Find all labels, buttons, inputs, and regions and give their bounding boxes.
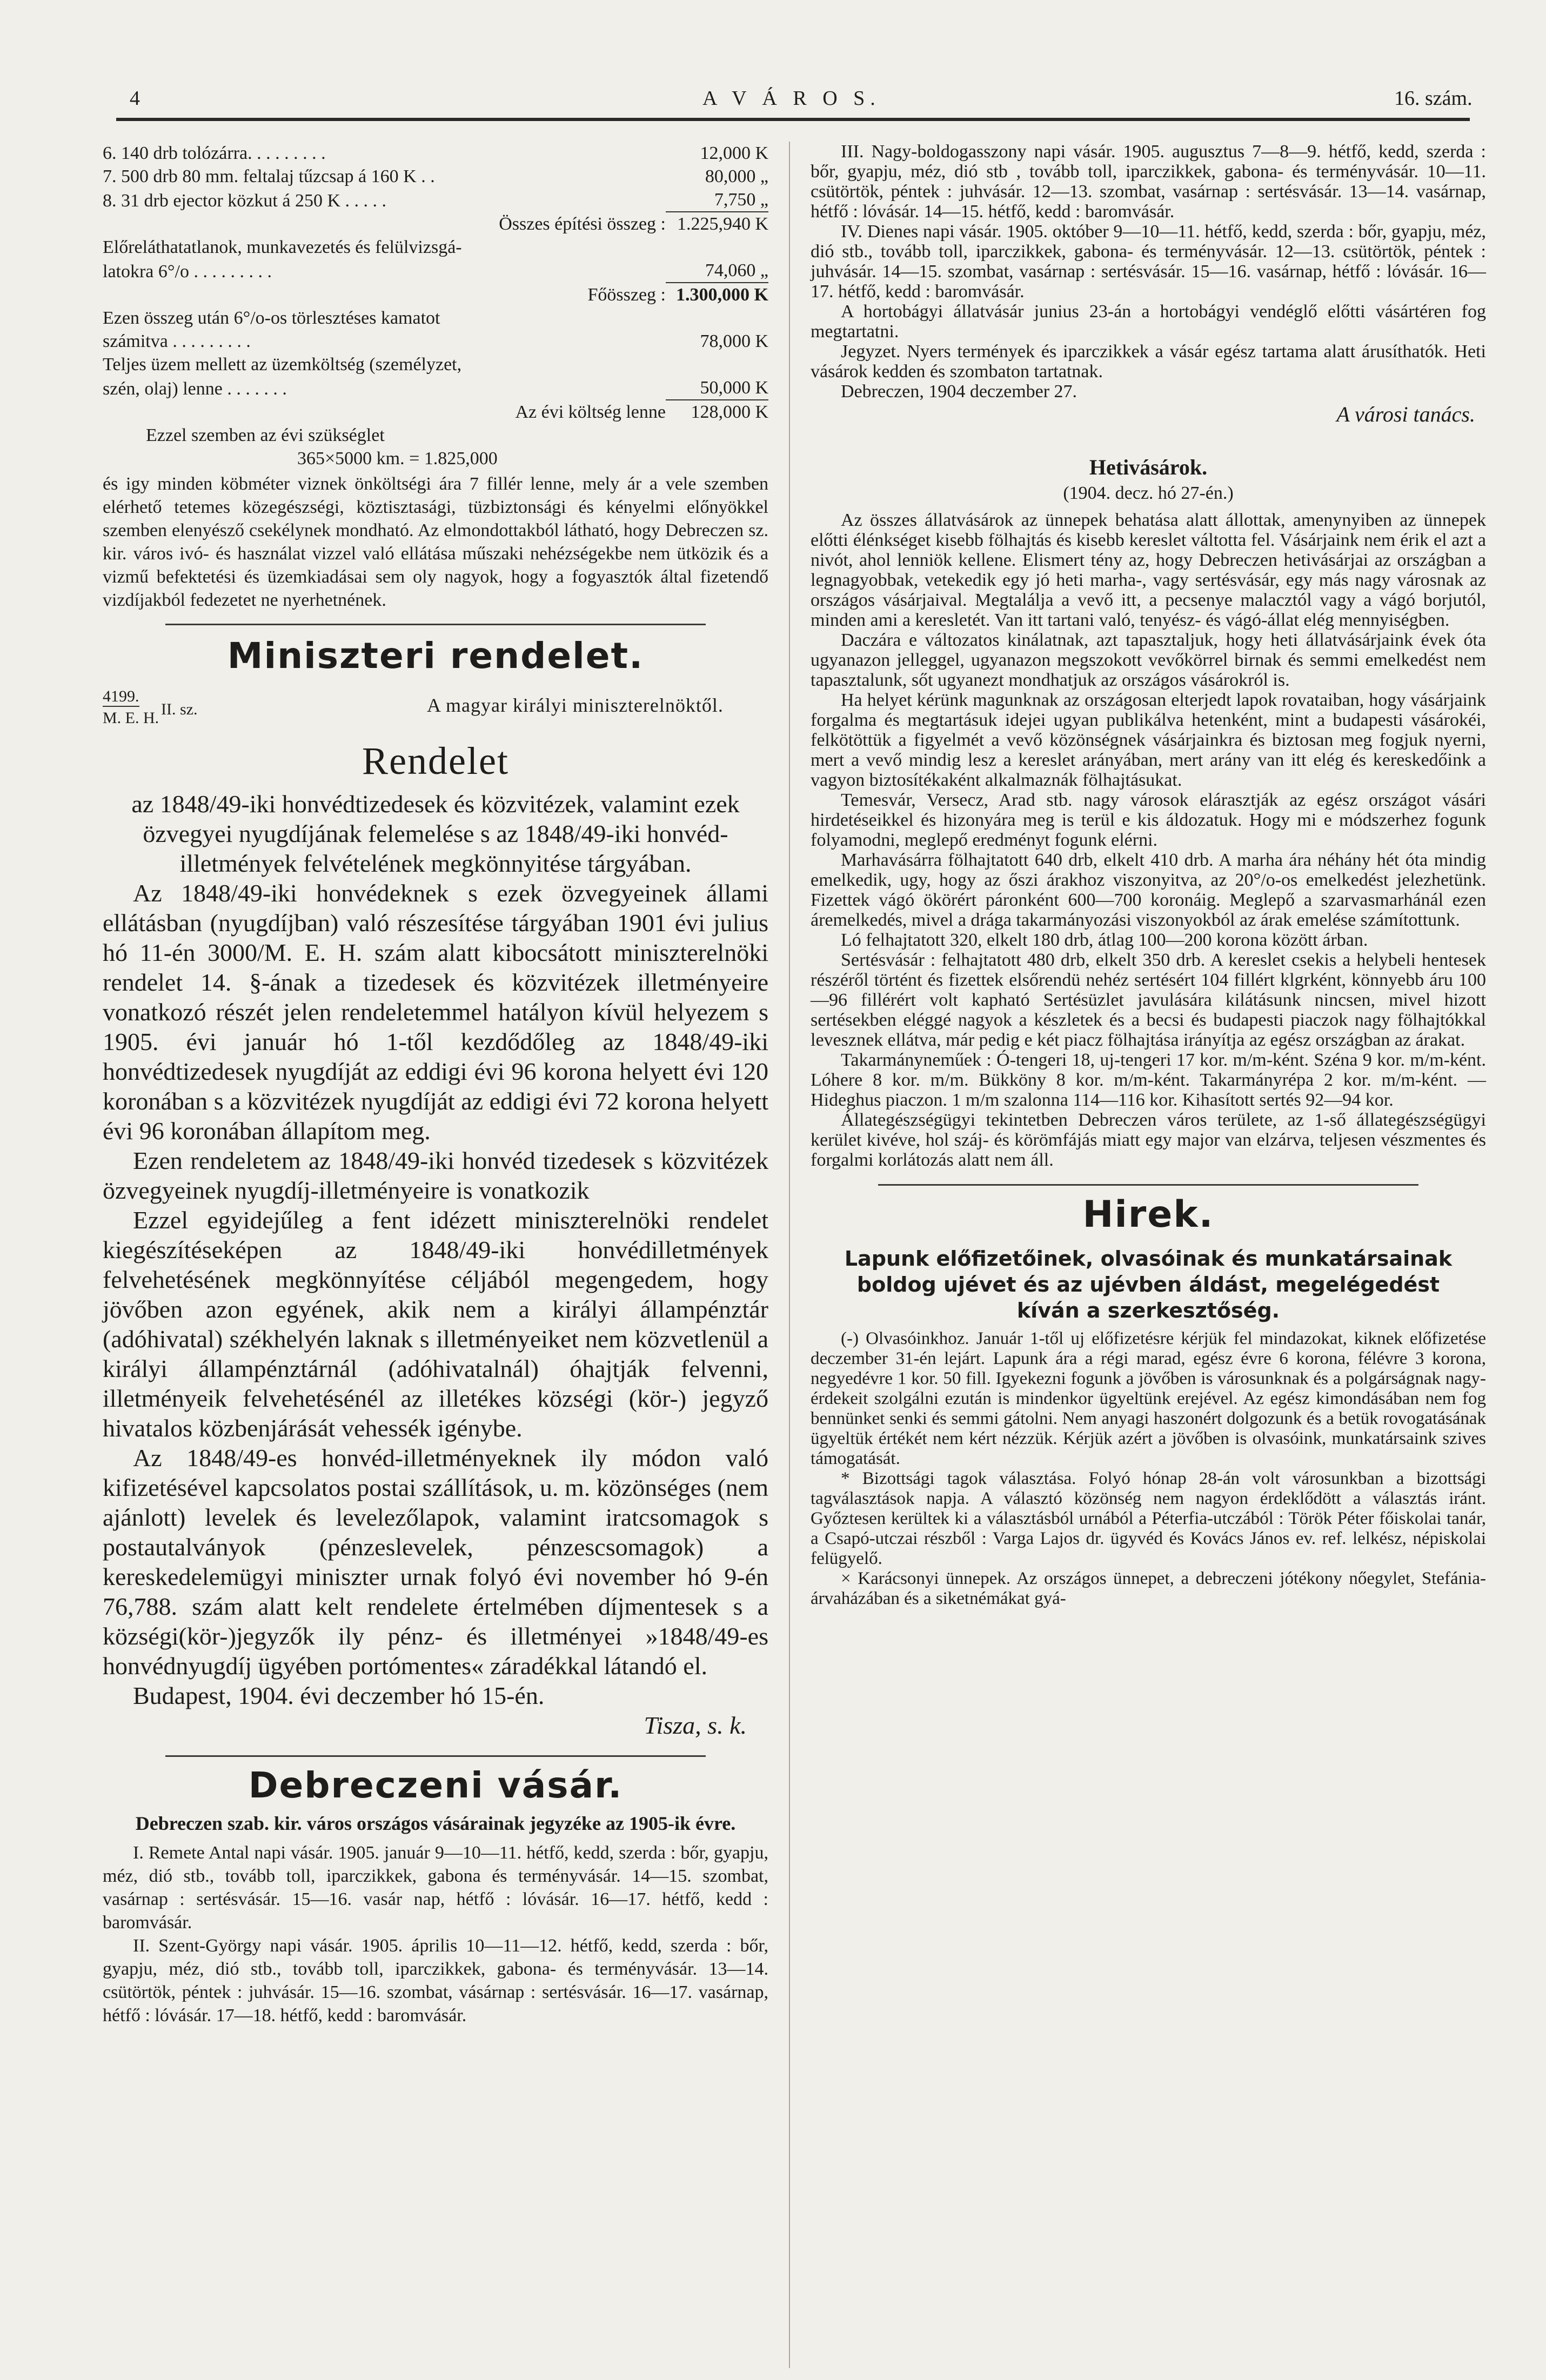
news-greeting: Lapunk előfizetőinek, olvasóinak és munkatársainak boldog ujévet és az ujévben áldást, megelégedést kíván a szerkesztőség. [844, 1247, 1453, 1322]
cost-yearly: Az évi költség lenne 128,000 K [515, 402, 768, 422]
decree-paragraph: Ezzel egyidejűleg a fent idézett miniszterelnöki rendelet kiegészítéseképen az 1848/49-iki honvédilletmények felvehetésének megkönnyítése céljából megengedem, hogy jövőben azon egyének, akik nem a királyi állampénztár (adóhivatal) székhelyén laknak s illetményeiket nem közvetlenül a királyi állampénztárnál (adóhivatalnál) óhajtják felvenni, illetményeik felvehetésénél az illetékes községi (kör-) jegyző hivatalos közbenjárását vehessék igénybe. [103, 1206, 768, 1442]
cost-total: Főösszeg : 1.300,000 K [587, 285, 768, 305]
fair-signature: A városi tanács. [1336, 402, 1475, 426]
column-divider [789, 142, 790, 2368]
cost-amount: 12,000 K [700, 143, 768, 163]
decree-date: Budapest, 1904. évi deczember hó 15-én. [133, 1682, 545, 1709]
cost-amort: számitva . . . . . . . . . 78,000 K [103, 331, 768, 351]
weekly-paragraph: Sertésvásár : felhajtatott 480 drb, elkelt 350 drb. A kereslet csekis a helybeli hentesek részéről történt és fizettek elsőrendü nehéz sertésért 104 fillért klgrként, könnyebb áru 100—96 fillérért volt kapható Sertésüzlet javulására kilátásunk nincsen, mivel hizott sertésekben eléggé nagyok a készletek és a becsi és budapesti piaczok nagy fölhajtókkal levesznek ellátva, már pedig e két piacz fölhajtása irányítja az egész országban az árakat. [811, 950, 1486, 1050]
decree-heading: Rendelet [362, 739, 509, 783]
need-label: Ezzel szemben az évi szükséglet [146, 425, 385, 445]
newspaper-title: A V Á R O S. [702, 87, 881, 110]
cost-table [103, 142, 768, 470]
fair-entry: II. Szent-György napi vásár. 1905. április 10—11—12. hétfő, kedd, szerda : bőr, gyapju, méz, dió stb., tovább toll, iparczikkek, gabona- és terményvásár. 13—14. csütörtök, péntek : juhvásár. 15—16. szombat, vásárnap : sertésvásár. 16—17. vasárnap, hétfő : lóvásár. 17—18. hétfő, kedd : baromvásár. [103, 1936, 768, 2025]
cost-amount: 7,750 „ [666, 188, 768, 212]
news-item: * Bizottsági tagok választása. Folyó hónap 28-án volt városunkban a bizottsági tagválasztások napja. A választó közönség nem nagyon érdeklődött a választás iránt. Győztesen kerültek ki a választásból urnából a Péterfia-utczából : Török Péter főiskolai tanár, a Csapó-utczai részből : Varga Lajos dr. ügyvéd és Kovács János ev. ref. lelkész, népiskolai felügyelő. [811, 1469, 1486, 1568]
issuer: A magyar királyi miniszterelnöktől. [427, 694, 724, 716]
section-title-fair: Debreczeni vásár. [248, 1764, 623, 1806]
page-number: 4 [130, 87, 140, 110]
section-title-ministry: Miniszteri rendelet. [227, 635, 644, 677]
weekly-paragraph: Ha helyet kérünk magunknak az országosan elterjedt lapok rovataiban, hogy vásárjaink forgalma és megtartásuk idejei ugyan publikálva hetenként, mint a budapesti vásárokéі, felkötöttük a figyelmét a vevő közönségnek vásárjainkra és biztosan meg fogjuk nyerni, mert a vevő mindig lesz a kereslet arányában, mert arány van itt elég és kereskedőink a vagyon biztosítékaként alkalmaznák fölhajtásukat. [811, 690, 1486, 790]
decree-reference [103, 687, 768, 744]
need-formula: 365×5000 km. = 1.825,000 [297, 449, 498, 469]
section-title-news: Hirek. [1082, 1193, 1214, 1236]
cost-amount: 80,000 „ [705, 166, 768, 186]
right-column [811, 142, 1486, 1609]
issue-number: 16. szám. [1394, 87, 1473, 110]
fair-entry: IV. Dienes napi vásár. 1905. október 9—10—11. hétfő, kedd, szerda : bőr, gyapju, méz, dió stb., tovább toll, iparczikkek, gabona- és terményvásár. 12—13. csütörtök, péntek : juhvásár. 14—15. szombat, vasárnap : sertésvásár. 15—16. vasárnap, hétfő : lóvásár. 16—17. hétfő, kedd : baromvásár. [811, 222, 1486, 302]
decree-paragraph: Ezen rendeletem az 1848/49-iki honvéd tizedesek s közvitézek özvegyeinek nyugdíj-illetményeire is vonatkozik [103, 1147, 768, 1204]
fair-date: Debreczen, 1904 deczember 27. [841, 382, 1077, 402]
decree-paragraph: Az 1848/49-es honvéd-illetményeknek ily módon való kifizetésével kapcsolatos postai szállítások, u. m. közönséges (nem ajánlott) levelek és levelezőlapok, valamint iratcsomagok s postautalványok (pénzeslevelek, pénzescsomagok) a kereskedelemügyi miniszter urnak folyó évi november hó 9-én 76,788. szám alatt kelt rendelete értelmében díjmentesek s a községi(kör-)jegyzők ily pénz- és illetményei »1848/49-es honvédnyugdíj ügyében portómentes« záradékkal látandó el. [103, 1444, 768, 1680]
fair-subtitle: Debreczen szab. kir. város országos vásárainak jegyzéke az 1905-ik évre. [135, 1813, 736, 1834]
weekly-paragraph: Takarmányneműek : Ó-tengeri 18, uj-tengeri 17 kor. m/m-ként. Széna 9 kor. m/m-ként. Lóhere 8 kor. m/m. Bükköny 8 kor. m/m-ként. Takarmányrépa 2 kor. m/m-ként. — Hideghus piaczon. 1 m/m szalonna 114—116 kor. Kihasított sertés 92—94 kor. [811, 1050, 1486, 1110]
news-item: (-) Olvasóinkhoz. Január 1-től uj előfizetésre kérjük fel mindazokat, kiknek előfizetése deczember 31-én lejárt. Lapunk ára a régi marad, egész évre 6 korona, félévre 3 korona, negyedévre 1 kor. 50 fill. Igyekezni fogunk a jövőben is városunknak és a polgárságnak nagy-érdekeit szolgálni ezután is mindenkor ügyeltünk erejével. Az egész kimondásában nem fog bennünket senki és semmi gátolni. Nem anyagi haszonért dolgozunk és a betük rovogatásának ügyeltük értékét nem kért nézzük. Kérjük azért a jövőben is olvasóink, munkatársaink szives támogatását. [811, 1329, 1486, 1468]
weekly-paragraph: Marhavásárra fölhajtatott 640 drb, elkelt 410 drb. A marha ára néhány hét óta mindig emelkedik, ugy, hogy az őszi árakhoz viszonyitva, az 20°/o-os emelkedést jelezhetünk. Fizettek vágó ökörért páronként 600—700 koronáig. Meglepő a szarvasmarhánál ezen áremelkedés, mivel a drága takarmányozási viszonyokból az árak emelése számítottunk. [811, 850, 1486, 930]
cost-op-line: Teljes üzem mellett az üzemköltség (személyzet, [103, 355, 462, 375]
cost-unforeseen: latokra 6°/o . . . . . . . . . 74,060 „ [103, 259, 768, 283]
fair-entry: III. Nagy-boldogasszony napi vásár. 1905. augusztus 7—8—9. hétfő, kedd, szerda : bőr, gyapju, méz, dió stb , tovább toll, iparczikkek, gabona- és terményvásár. 10—11. csütörtök, péntek : juhvásár. 12—13. szombat, vasárnap : sertésvásár. 13—14. vasárnap, hétfő : lóvásár. 14—15. hétfő, kedd : baromvásár. [811, 142, 1486, 222]
section-rule [165, 624, 706, 625]
cost-row [103, 188, 768, 212]
cost-subtotal: Összes építési összeg : 1.225,940 K [499, 214, 768, 234]
ref-suffix: II. sz. [161, 700, 198, 718]
cost-op: szén, olaj) lenne . . . . . . . 50,000 K [103, 376, 768, 400]
decree-subject: az 1848/49-iki honvédtizedesek és közvitézek, valamint ezek özvegyei nyugdíjának felemelése s az 1848/49-iki honvéd-illetmények felvételének megkönnyitése tárgyában. [131, 790, 740, 877]
decree-paragraph: Az 1848/49-iki honvédeknek s ezek özvegyeinek állami ellátásban (nyugdíjban) való részesítése tárgyában 1901 évi julius hó 11-én 3000/M. E. H. szám alatt kibocsátott miniszterelnöki rendelet 14. §-ának a tizedesek és közvitézek illetményeire vonatkozó részét jelen rendeletemmel hatályon kívül helyezem s 1905. évi január hó 1-től kezdődőleg az 1848/49-iki honvédtizedesek nyugdíját az eddigi évi 96 korona helyett évi 120 koronában s a közvitézek nyugdíját az eddigi évi 72 korona helyett évi 96 koronában állapítom meg. [103, 879, 768, 1145]
ref-office: M. E. H. [103, 709, 159, 727]
weekly-paragraph: Temesvár, Versecz, Arad stb. nagy városok elárasztják az egész országot vásári hirdetéseikkel és hizonyára meg is terül e kis áldozatuk. Hogy mi e módszerhez fogunk folyamodni, meglepő eredményt fogunk elérni. [811, 790, 1486, 850]
header-rule [116, 118, 1470, 121]
section-title-weekly: Hetivásárok. [1089, 455, 1208, 479]
cost-unforeseen-line: Előreláthatatlanok, munkavezetés és felülvizsgá- [103, 237, 462, 257]
cost-amort-line: Ezen összeg után 6°/o-os törlesztéses kamatot [103, 308, 440, 328]
ref-number: 4199. [103, 687, 139, 707]
section-rule [878, 1184, 1418, 1186]
fair-entry: A hortobágyi állatvásár junius 23-án a hortobágyi vendéglő előtti vásártéren fog megtartatni. [811, 302, 1486, 342]
weekly-paragraph: Daczára e változatos kinálatnak, azt tapasztaljuk, hogy heti állatvásárjaink évek óta ugyanazon jelleggel, ugyanazon megszokott vevőkörrel birnak és semmi emelkedést nem tapasztalunk, sőt ugyanezt mondhatjuk az országos vásárokról is. [811, 630, 1486, 690]
weekly-date: (1904. decz. hó 27-én.) [1063, 483, 1234, 503]
fair-note: Jegyzet. Nyers termények és iparczikkek a vásár egész tartama alatt árusíthatók. Heti vásárok kedden és szombaton tartatnak. [811, 342, 1486, 382]
news-item: × Karácsonyi ünnepek. Az országos ünnepet, a debreczeni jótékony nőegylet, Stefánia-árvaházában és a siketnémákat gyá- [811, 1569, 1486, 1608]
section-rule [165, 1755, 706, 1757]
water-paragraph: és igy minden köbméter viznek önköltségi ára 7 fillér lenne, mely ár a vele szemben elérhető tetemes közegészségi, köztisztasági, tüzbiztonsági és kényelmi előnyökkel szemben elenyésző csekélynek mondható. Az elmondottakból látható, hogy Debreczen sz. kir. város ivó- és használat vizzel való ellátása műszaki nehézségekbe nem ütközik és a vizmű befektetési és üzemkiadásai sem oly nagyok, hogy a fogyasztók által fizetendő vizdíjakból fedezetet ne nyerhetnének. [103, 474, 768, 610]
weekly-paragraph: Ló felhajtatott 320, elkelt 180 drb, átlag 100—200 korona között árban. [841, 930, 1368, 950]
fair-entry: I. Remete Antal napi vásár. 1905. január 9—10—11. hétfő, kedd, szerda : bőr, gyapju, méz, dió stb., tovább toll, iparczikkek, gabona és terményvásár. 14—15. szombat, vasárnap : sertésvásár. 15—16. vasár nap, hétfő : lóvásár. 16—17. hétfő, kedd : baromvásár. [103, 1843, 768, 1933]
weekly-paragraph: Állategészségügyi tekintetben Debreczen város területe, az 1-ső állategészségügyi kerület kivéve, hol száj- és körömfájás miatt egy major van elzárva, teljesen vészmentes és forgalmi korlátozás alatt nem áll. [811, 1110, 1486, 1170]
cost-label: 8. 31 drb ejector közkut á 250 K . . . . . [103, 191, 386, 211]
decree-signature: Tisza, s. k. [644, 1712, 747, 1739]
cost-label: 7. 500 drb 80 mm. feltalaj tűzcsap á 160 K . . [103, 166, 435, 186]
cost-row [103, 142, 768, 165]
left-column [103, 142, 768, 2027]
weekly-paragraph: Az összes állatvásárok az ünnepek behatása alatt állottak, amenynyiben az ünnepek előtti élénkséget kisebb fölhajtás és kisebb kereslet váltotta fel. Vásárjaink nem érik el azt a nivót, ahol lenniök kellene. Elismert tény az, hogy Debreczen hetivásárjai az országban a legnagyobbak, vetekedik egy jó heti marha-, vagy sertésvásár, egy más nagy városnak az országos vásárjaival. Megtalálja a vevő itt, a pecsenye malacztól vagy a vágó borjutól, minden ami a keresletét. Van itt tartani való, tenyész- és vágó-állat elég mennyiségben. [811, 510, 1486, 630]
cost-label: 6. 140 drb tolózárra. . . . . . . . . [103, 143, 326, 163]
cost-row [103, 165, 768, 188]
